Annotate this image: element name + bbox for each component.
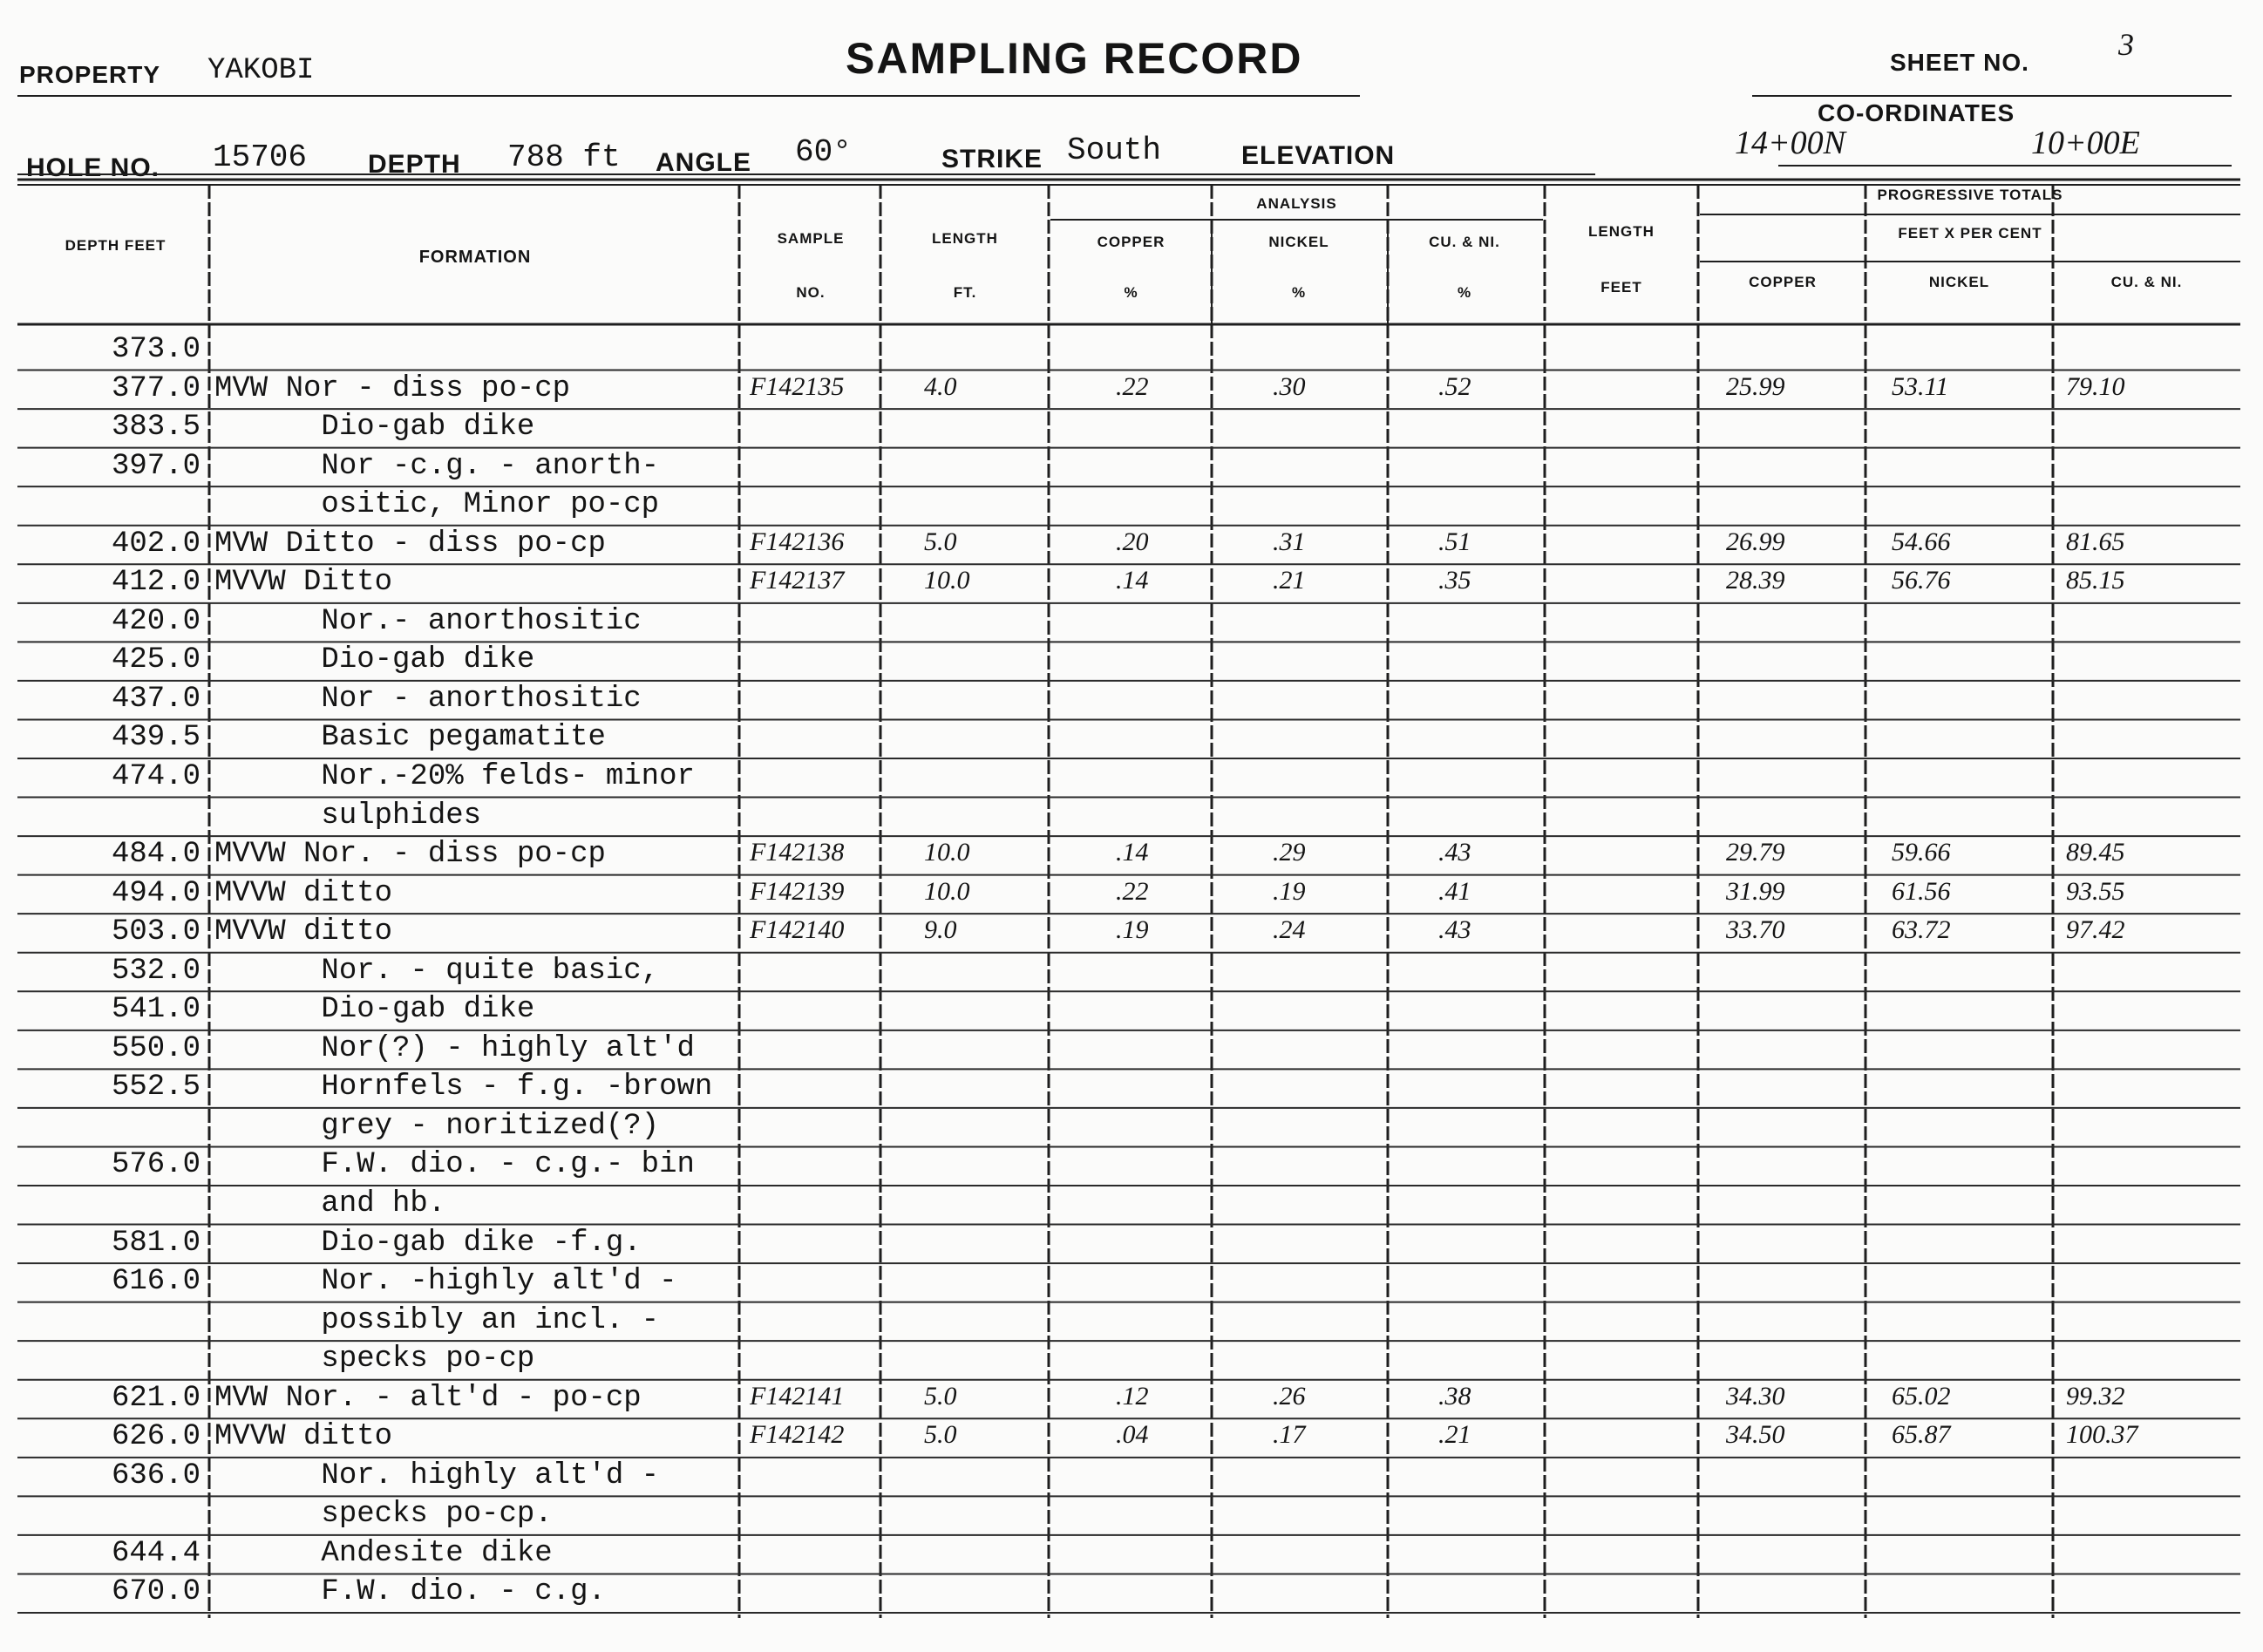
table-row [0, 681, 2263, 720]
table-row [0, 798, 2263, 837]
sample-no-cell: F142140 [750, 915, 845, 945]
col-formation: FORMATION [418, 248, 532, 267]
depth-value: 788 ft [507, 139, 621, 175]
pt-nickel-cell: 54.66 [1892, 527, 1951, 556]
formation-cell: Nor. - quite basic, [214, 954, 660, 988]
cu-ni-pct-cell: .35 [1438, 566, 1471, 595]
depth-cell: 616.0 [111, 1265, 200, 1299]
nickel-pct-cell: .21 [1273, 566, 1306, 595]
table-row [0, 331, 2263, 371]
table-row [0, 991, 2263, 1030]
depth-cell: 552.5 [111, 1071, 200, 1105]
table-row [0, 1418, 2263, 1458]
pt-nickel-cell: 53.11 [1892, 371, 1949, 401]
formation-cell: ositic, Minor po-cp [214, 488, 660, 522]
pt-copper-cell: 29.79 [1726, 838, 1785, 867]
sample-no-cell: F142137 [750, 566, 845, 595]
strike-value: South [1067, 133, 1162, 168]
nickel-pct-cell: .26 [1273, 1381, 1306, 1411]
elevation-label: ELEVATION [1241, 141, 1396, 170]
col-pt-nickel: NICKEL [1928, 274, 1990, 290]
col-analysis: ANALYSIS [1256, 195, 1337, 212]
coord-east: 10+00E [2031, 125, 2140, 161]
formation-cell: specks po-cp. [214, 1498, 553, 1532]
depth-label: DEPTH [368, 150, 461, 179]
formation-cell: Nor -c.g. - anorth- [214, 449, 660, 483]
table-row [0, 1458, 2263, 1497]
depth-cell: 484.0 [111, 838, 200, 872]
sample-no-cell: F142142 [750, 1420, 845, 1450]
table-row [0, 1225, 2263, 1264]
formation-cell: MVVW Nor. - diss po-cp [214, 838, 606, 872]
formation-cell: Dio-gab dike [214, 993, 535, 1027]
length-cell: 4.0 [924, 371, 957, 401]
formation-cell: MVVW ditto [214, 915, 393, 949]
formation-cell: MVW Nor. - alt'd - po-cp [214, 1381, 642, 1415]
col-length: LENGTH [932, 230, 998, 247]
table-row [0, 526, 2263, 565]
depth-cell: 636.0 [111, 1458, 200, 1492]
depth-cell: 541.0 [111, 993, 200, 1027]
formation-cell: Basic pegamatite [214, 721, 606, 755]
formation-cell: possibly an incl. - [214, 1303, 660, 1337]
formation-cell: MVVW Ditto [214, 566, 393, 600]
table-row [0, 564, 2263, 603]
depth-cell: 503.0 [111, 915, 200, 949]
formation-cell: specks po-cp [214, 1343, 535, 1377]
sheet-label: SHEET NO. [1890, 49, 2029, 76]
col-copper-pct: % [1124, 284, 1138, 301]
pt-cu-ni-cell: 85.15 [2066, 566, 2125, 595]
table-row [0, 875, 2263, 914]
depth-cell: 670.0 [111, 1575, 200, 1609]
page-title: SAMPLING RECORD [846, 34, 1303, 83]
table-row [0, 1186, 2263, 1225]
col-pt-cu-ni: CU. & NI. [2110, 274, 2183, 290]
formation-cell: MVW Nor - diss po-cp [214, 371, 571, 405]
formation-cell: MVVW ditto [214, 876, 393, 910]
table-row [0, 1146, 2263, 1186]
sample-no-cell: F142135 [750, 371, 845, 401]
nickel-pct-cell: .24 [1273, 915, 1306, 945]
col-feet: FEET [1600, 279, 1642, 296]
pt-copper-cell: 33.70 [1726, 915, 1785, 945]
pt-nickel-cell: 63.72 [1892, 915, 1951, 945]
formation-cell: and hb. [214, 1187, 446, 1220]
depth-cell: 397.0 [111, 449, 200, 483]
pt-copper-cell: 28.39 [1726, 566, 1785, 595]
nickel-pct-cell: .19 [1273, 876, 1306, 906]
sample-no-cell: F142139 [750, 876, 845, 906]
col-cu-ni-pct: % [1457, 284, 1472, 301]
col-nickel: NICKEL [1268, 234, 1329, 250]
formation-cell: MVW Ditto - diss po-cp [214, 527, 606, 561]
cu-ni-pct-cell: .41 [1438, 876, 1471, 906]
depth-cell: 439.5 [111, 721, 200, 755]
col-feet-x-per-cent: FEET X PER CENT [1898, 225, 2042, 241]
pt-copper-cell: 31.99 [1726, 876, 1785, 906]
pt-cu-ni-cell: 89.45 [2066, 838, 2125, 867]
pt-nickel-cell: 61.56 [1892, 876, 1951, 906]
depth-cell: 550.0 [111, 1031, 200, 1065]
cu-ni-pct-cell: .21 [1438, 1420, 1471, 1450]
pt-cu-ni-cell: 79.10 [2066, 371, 2125, 401]
table-row [0, 1263, 2263, 1302]
property-label: PROPERTY [19, 61, 161, 88]
table-row [0, 953, 2263, 992]
copper-pct-cell: .12 [1116, 1381, 1149, 1411]
table-row [0, 1574, 2263, 1613]
formation-cell: Andesite dike [214, 1536, 553, 1570]
coord-north: 14+00N [1735, 125, 1845, 161]
formation-cell: Dio-gab dike [214, 411, 535, 445]
formation-cell: Nor.- anorthositic [214, 604, 642, 638]
formation-cell: Nor. highly alt'd - [214, 1458, 660, 1492]
pt-cu-ni-cell: 100.37 [2066, 1420, 2138, 1450]
formation-cell: Nor(?) - highly alt'd [214, 1031, 695, 1065]
col-nickel-pct: % [1291, 284, 1307, 301]
copper-pct-cell: .14 [1116, 566, 1149, 595]
cu-ni-pct-cell: .51 [1438, 527, 1471, 556]
copper-pct-cell: .14 [1116, 838, 1149, 867]
table-row [0, 914, 2263, 953]
formation-cell: Dio-gab dike [214, 643, 535, 677]
length-cell: 10.0 [924, 838, 970, 867]
coordinates-label: CO-ORDINATES [1818, 99, 2015, 126]
cu-ni-pct-cell: .43 [1438, 915, 1471, 945]
depth-cell: 425.0 [111, 643, 200, 677]
pt-cu-ni-cell: 81.65 [2066, 527, 2125, 556]
formation-cell: Nor. -highly alt'd - [214, 1265, 677, 1299]
length-cell: 10.0 [924, 876, 970, 906]
length-cell: 5.0 [924, 1420, 957, 1450]
table-row [0, 1108, 2263, 1147]
table-row [0, 1069, 2263, 1108]
cu-ni-pct-cell: .52 [1438, 371, 1471, 401]
col-length2: LENGTH [1588, 223, 1655, 240]
depth-cell: 581.0 [111, 1226, 200, 1260]
table-row [0, 836, 2263, 875]
pt-copper-cell: 25.99 [1726, 371, 1785, 401]
length-cell: 10.0 [924, 566, 970, 595]
depth-cell: 412.0 [111, 566, 200, 600]
pt-nickel-cell: 56.76 [1892, 566, 1951, 595]
col-progressive-totals: PROGRESSIVE TOTALS [1877, 187, 2063, 203]
col-depth-feet: DEPTH FEET [65, 237, 166, 254]
table-row [0, 1380, 2263, 1419]
depth-cell: 383.5 [111, 411, 200, 445]
col-length-ft: FT. [953, 284, 977, 301]
col-sample-no: NO. [796, 284, 826, 301]
depth-cell: 377.0 [111, 371, 200, 405]
table-row [0, 758, 2263, 798]
table-row [0, 1496, 2263, 1535]
length-cell: 5.0 [924, 527, 957, 556]
copper-pct-cell: .22 [1116, 876, 1149, 906]
table-row [0, 719, 2263, 758]
depth-cell: 494.0 [111, 876, 200, 910]
sheet-value: 3 [2118, 27, 2134, 62]
copper-pct-cell: .04 [1116, 1420, 1149, 1450]
depth-cell: 373.0 [111, 333, 200, 366]
pt-cu-ni-cell: 97.42 [2066, 915, 2125, 945]
formation-cell: sulphides [214, 799, 482, 833]
formation-cell: F.W. dio. - c.g.- bin [214, 1148, 695, 1182]
col-pt-copper: COPPER [1749, 274, 1817, 290]
depth-cell: 621.0 [111, 1381, 200, 1415]
formation-cell: Nor.-20% felds- minor [214, 760, 695, 793]
table-row [0, 1030, 2263, 1070]
depth-cell: 626.0 [111, 1420, 200, 1454]
col-cu-ni: CU. & NI. [1429, 234, 1500, 250]
table-row [0, 486, 2263, 526]
pt-copper-cell: 34.50 [1726, 1420, 1785, 1450]
copper-pct-cell: .19 [1116, 915, 1149, 945]
sample-no-cell: F142138 [750, 838, 845, 867]
pt-nickel-cell: 65.87 [1892, 1420, 1951, 1450]
depth-cell: 644.4 [111, 1536, 200, 1570]
pt-nickel-cell: 65.02 [1892, 1381, 1951, 1411]
hole-value: 15706 [213, 139, 308, 175]
pt-cu-ni-cell: 93.55 [2066, 876, 2125, 906]
depth-cell: 576.0 [111, 1148, 200, 1182]
cu-ni-pct-cell: .43 [1438, 838, 1471, 867]
formation-cell: Dio-gab dike -f.g. [214, 1226, 642, 1260]
col-copper: COPPER [1097, 234, 1165, 250]
property-value: YAKOBI [207, 54, 315, 87]
formation-cell: F.W. dio. - c.g. [214, 1575, 606, 1609]
pt-cu-ni-cell: 99.32 [2066, 1381, 2125, 1411]
formation-cell: Nor - anorthositic [214, 682, 642, 716]
length-cell: 9.0 [924, 915, 957, 945]
angle-label: ANGLE [656, 148, 751, 177]
nickel-pct-cell: .29 [1273, 838, 1306, 867]
angle-value: 60° [795, 134, 852, 170]
formation-cell: grey - noritized(?) [214, 1109, 660, 1143]
table-row [0, 448, 2263, 487]
nickel-pct-cell: .30 [1273, 371, 1306, 401]
formation-cell: MVVW ditto [214, 1420, 393, 1454]
table-row [0, 642, 2263, 681]
copper-pct-cell: .20 [1116, 527, 1149, 556]
depth-cell: 420.0 [111, 604, 200, 638]
table-row [0, 1302, 2263, 1342]
depth-cell: 402.0 [111, 527, 200, 561]
formation-cell: Hornfels - f.g. -brown [214, 1071, 713, 1105]
pt-copper-cell: 26.99 [1726, 527, 1785, 556]
depth-cell: 474.0 [111, 760, 200, 793]
hole-label: HOLE NO. [26, 153, 160, 182]
table-row [0, 603, 2263, 642]
table-row [0, 409, 2263, 448]
sample-no-cell: F142136 [750, 527, 845, 556]
depth-cell: 532.0 [111, 954, 200, 988]
nickel-pct-cell: .31 [1273, 527, 1306, 556]
depth-cell: 437.0 [111, 682, 200, 716]
nickel-pct-cell: .17 [1273, 1420, 1306, 1450]
col-sample: SAMPLE [777, 230, 845, 247]
table-row [0, 371, 2263, 410]
pt-nickel-cell: 59.66 [1892, 838, 1951, 867]
length-cell: 5.0 [924, 1381, 957, 1411]
table-row [0, 1535, 2263, 1574]
strike-label: STRIKE [941, 145, 1043, 173]
pt-copper-cell: 34.30 [1726, 1381, 1785, 1411]
copper-pct-cell: .22 [1116, 371, 1149, 401]
cu-ni-pct-cell: .38 [1438, 1381, 1471, 1411]
sample-no-cell: F142141 [750, 1381, 845, 1411]
table-row [0, 1341, 2263, 1380]
